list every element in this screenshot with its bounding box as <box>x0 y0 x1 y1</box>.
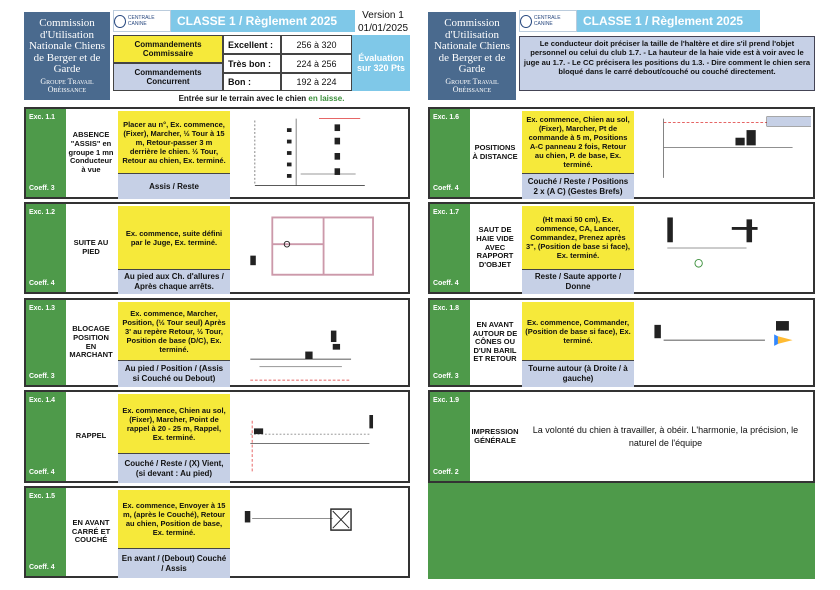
page-title: CLASSE 1 / Règlement 2025 <box>171 10 355 32</box>
empty-green-panel <box>428 483 815 579</box>
version-label: Version 1 <box>362 10 404 21</box>
exercise-diagram <box>232 206 406 290</box>
exercise-name: ABSENCE "ASSIS" en groupe 1 mn Conducteur à vue <box>68 130 114 174</box>
exercise-card <box>24 298 410 387</box>
score-tresbon-label: Très bon : <box>223 54 281 73</box>
exercise-diagram <box>232 111 406 195</box>
exercise-commands: Ex. commence, Envoyer à 15 m, (après le Couché), Retour au chien, Position de base, Ex. terminé. <box>118 490 230 548</box>
exercise-result: Au pied / Position / (Assis si Couché ou Debout) <box>118 360 230 387</box>
exercise-number: Exc. 1.5 <box>29 493 56 500</box>
exercise-diagram <box>636 302 811 383</box>
exercise-result: Au pied aux Ch. d'allures / Après chaque arrêts. <box>118 269 230 294</box>
entry-note-highlight: en laisse. <box>308 94 345 103</box>
exercise-name: SUITE AU PIED <box>73 238 109 256</box>
version-block <box>355 9 411 35</box>
exercise-commands: Ex. commence, Commander, (Position de base si face), Ex. terminé. <box>522 302 634 360</box>
exercise-result: Couché / Reste / (X) Vient, (si devant : Au pied) <box>118 453 230 483</box>
exercise-side-column <box>430 300 470 385</box>
exercise-coefficient: Coeff. 3 <box>29 373 55 380</box>
exercise-side-column <box>430 392 470 481</box>
exercise-diagram <box>636 206 811 290</box>
exercise-card <box>428 202 815 294</box>
exercise-name: BLOCAGE POSITION EN MARCHANT <box>69 324 113 360</box>
logo-subtitle: Groupe Travail Obéissance <box>40 76 94 95</box>
score-bon-value: 192 à 224 <box>281 73 352 91</box>
commission-logo <box>24 12 110 100</box>
exercise-side-column <box>430 109 470 197</box>
badge-text-right: CENTRALE CANINE <box>533 15 561 27</box>
exercise-diagram <box>232 394 406 479</box>
exercise-result: Reste / Saute apporte / Donne <box>522 269 634 294</box>
exercise-side-column <box>26 300 66 385</box>
exercise-number: Exc. 1.1 <box>29 114 56 121</box>
exercise-card <box>428 390 815 483</box>
exercise-coefficient: Coeff. 4 <box>29 280 55 287</box>
exercise-commands: Ex. commence, Marcher, Position, (½ Tour seul) Après 3' au repère Retour, ½ Tour, Position de base (D/C), Ex. terminé. <box>118 302 230 360</box>
score-tresbon-value: 224 à 256 <box>281 54 352 73</box>
exercise-name: EN AVANT AUTOUR DE CÔNES OU D'UN BARIL ET RETOUR <box>472 319 518 364</box>
commandements-concurrent: Commandements Concurrent <box>113 63 223 91</box>
score-bon-label: Bon : <box>223 73 281 91</box>
commission-logo-right <box>428 12 516 100</box>
exercise-card <box>24 202 410 294</box>
logo-subtitle-right: Groupe Travail Obéissance <box>445 76 499 95</box>
exercise-side-column <box>26 109 66 197</box>
exercise-number: Exc. 1.8 <box>433 305 460 312</box>
exercise-side-column <box>430 204 470 292</box>
exercise-coefficient: Coeff. 2 <box>433 469 459 476</box>
exercise-name: RAPPEL <box>75 431 107 441</box>
centrale-canine-logo <box>113 10 171 32</box>
version-date: 01/01/2025 <box>357 23 409 34</box>
exercise-commands: Ex. commence, Chien au sol, (Fixer), Marcher, Pt de commande à 5 m, Positions A-C panneau 2 fois, Retour au chien, P. de base, Ex. terminé. <box>522 111 634 173</box>
logo-title: Commission d'Utilisation Nationale Chiens de Berger et de Garde <box>28 17 106 76</box>
exercise-result: Assis / Reste <box>118 173 230 199</box>
exercise-commands: Ex. commence, suite défini par le Juge, Ex. terminé. <box>118 206 230 269</box>
entry-note-text: Entrée sur le terrain avec le chien <box>178 94 309 103</box>
entry-note <box>113 94 410 103</box>
exercise-name: IMPRESSION GÉNÉRALE <box>471 426 519 445</box>
exercise-commands: Placer au n°, Ex. commence, (Fixer), Marcher, ½ Tour à 15 m, Retour-passer 3 m derrière le chien. ½ Tour, Retour au chien, Ex. terminé. <box>118 111 230 173</box>
exercise-name: POSITIONS À DISTANCE <box>472 143 518 161</box>
exercise-result: Couché / Reste / Positions 2 x (A C) (Gestes Brefs) <box>522 173 634 199</box>
logo-title-right: Commission d'Utilisation Nationale Chiens de Berger et de Garde <box>433 17 511 76</box>
exercise-description: La volonté du chien à travailler, à obéir. L'harmonie, la précision, le naturel de l'équipe <box>532 425 799 448</box>
evaluation-badge: Évaluation sur 320 Pts <box>352 35 410 91</box>
exercise-coefficient: Coeff. 3 <box>433 373 459 380</box>
exercise-coefficient: Coeff. 4 <box>433 185 459 192</box>
exercise-side-column <box>26 204 66 292</box>
exercise-card <box>24 107 410 199</box>
exercise-diagram <box>636 111 811 195</box>
exercise-name: EN AVANT CARRÉ ET COUCHÉ <box>71 518 111 545</box>
score-excellent-label: Excellent : <box>223 35 281 54</box>
exercise-card <box>428 107 815 199</box>
page-title-right: CLASSE 1 / Règlement 2025 <box>577 10 760 32</box>
exercise-card <box>428 298 815 387</box>
exercise-number: Exc. 1.2 <box>29 209 56 216</box>
exercise-number: Exc. 1.3 <box>29 305 56 312</box>
centrale-canine-logo-right <box>519 10 577 32</box>
exercise-diagram <box>232 302 406 383</box>
exercise-result: Tourne autour (à Droite / à gauche) <box>522 360 634 387</box>
globe-icon <box>520 15 532 28</box>
exercise-number: Exc. 1.9 <box>433 397 460 404</box>
exercise-number: Exc. 1.7 <box>433 209 460 216</box>
exercise-side-column <box>26 488 66 576</box>
exercise-coefficient: Coeff. 4 <box>433 280 459 287</box>
exercise-name: SAUT DE HAIE VIDE AVEC RAPPORT D'OBJET <box>476 225 514 269</box>
badge-text: CENTRALE CANINE <box>127 15 155 27</box>
exercise-coefficient: Coeff. 4 <box>29 469 55 476</box>
exercise-coefficient: Coeff. 4 <box>29 564 55 571</box>
exercise-card <box>24 390 410 483</box>
exercise-coefficient: Coeff. 3 <box>29 185 55 192</box>
score-excellent-value: 256 à 320 <box>281 35 352 54</box>
exercise-commands: Ex. commence, Chien au sol, (Fixer), Marcher, Point de rappel à 20 - 25 m, Rappel, Ex. terminé. <box>118 394 230 453</box>
exercise-number: Exc. 1.6 <box>433 114 460 121</box>
instructions-note: Le conducteur doit préciser la taille de l'haltère et dire s'il prend l'objet personnel ou celui du club 1.7. - La hauteur de la haie vide est à voir avec le juge au 1.7. - Le CC précisera les positions du 1.3. - Dire comment le chien sera bloqué dans le carré debout/couché ou couché directement. <box>519 36 815 91</box>
exercise-side-column <box>26 392 66 481</box>
commandements-commissaire: Commandements Commissaire <box>113 35 223 63</box>
exercise-diagram <box>232 490 406 574</box>
exercise-commands: (Ht maxi 50 cm), Ex. commence, CA, Lancer, Commandez, Prenez après 3", (Position de base si face), Ex. terminé. <box>522 206 634 269</box>
exercise-number: Exc. 1.4 <box>29 397 56 404</box>
globe-icon <box>114 15 126 28</box>
exercise-card <box>24 486 410 578</box>
exercise-result: En avant / (Debout) Couché / Assis <box>118 548 230 578</box>
